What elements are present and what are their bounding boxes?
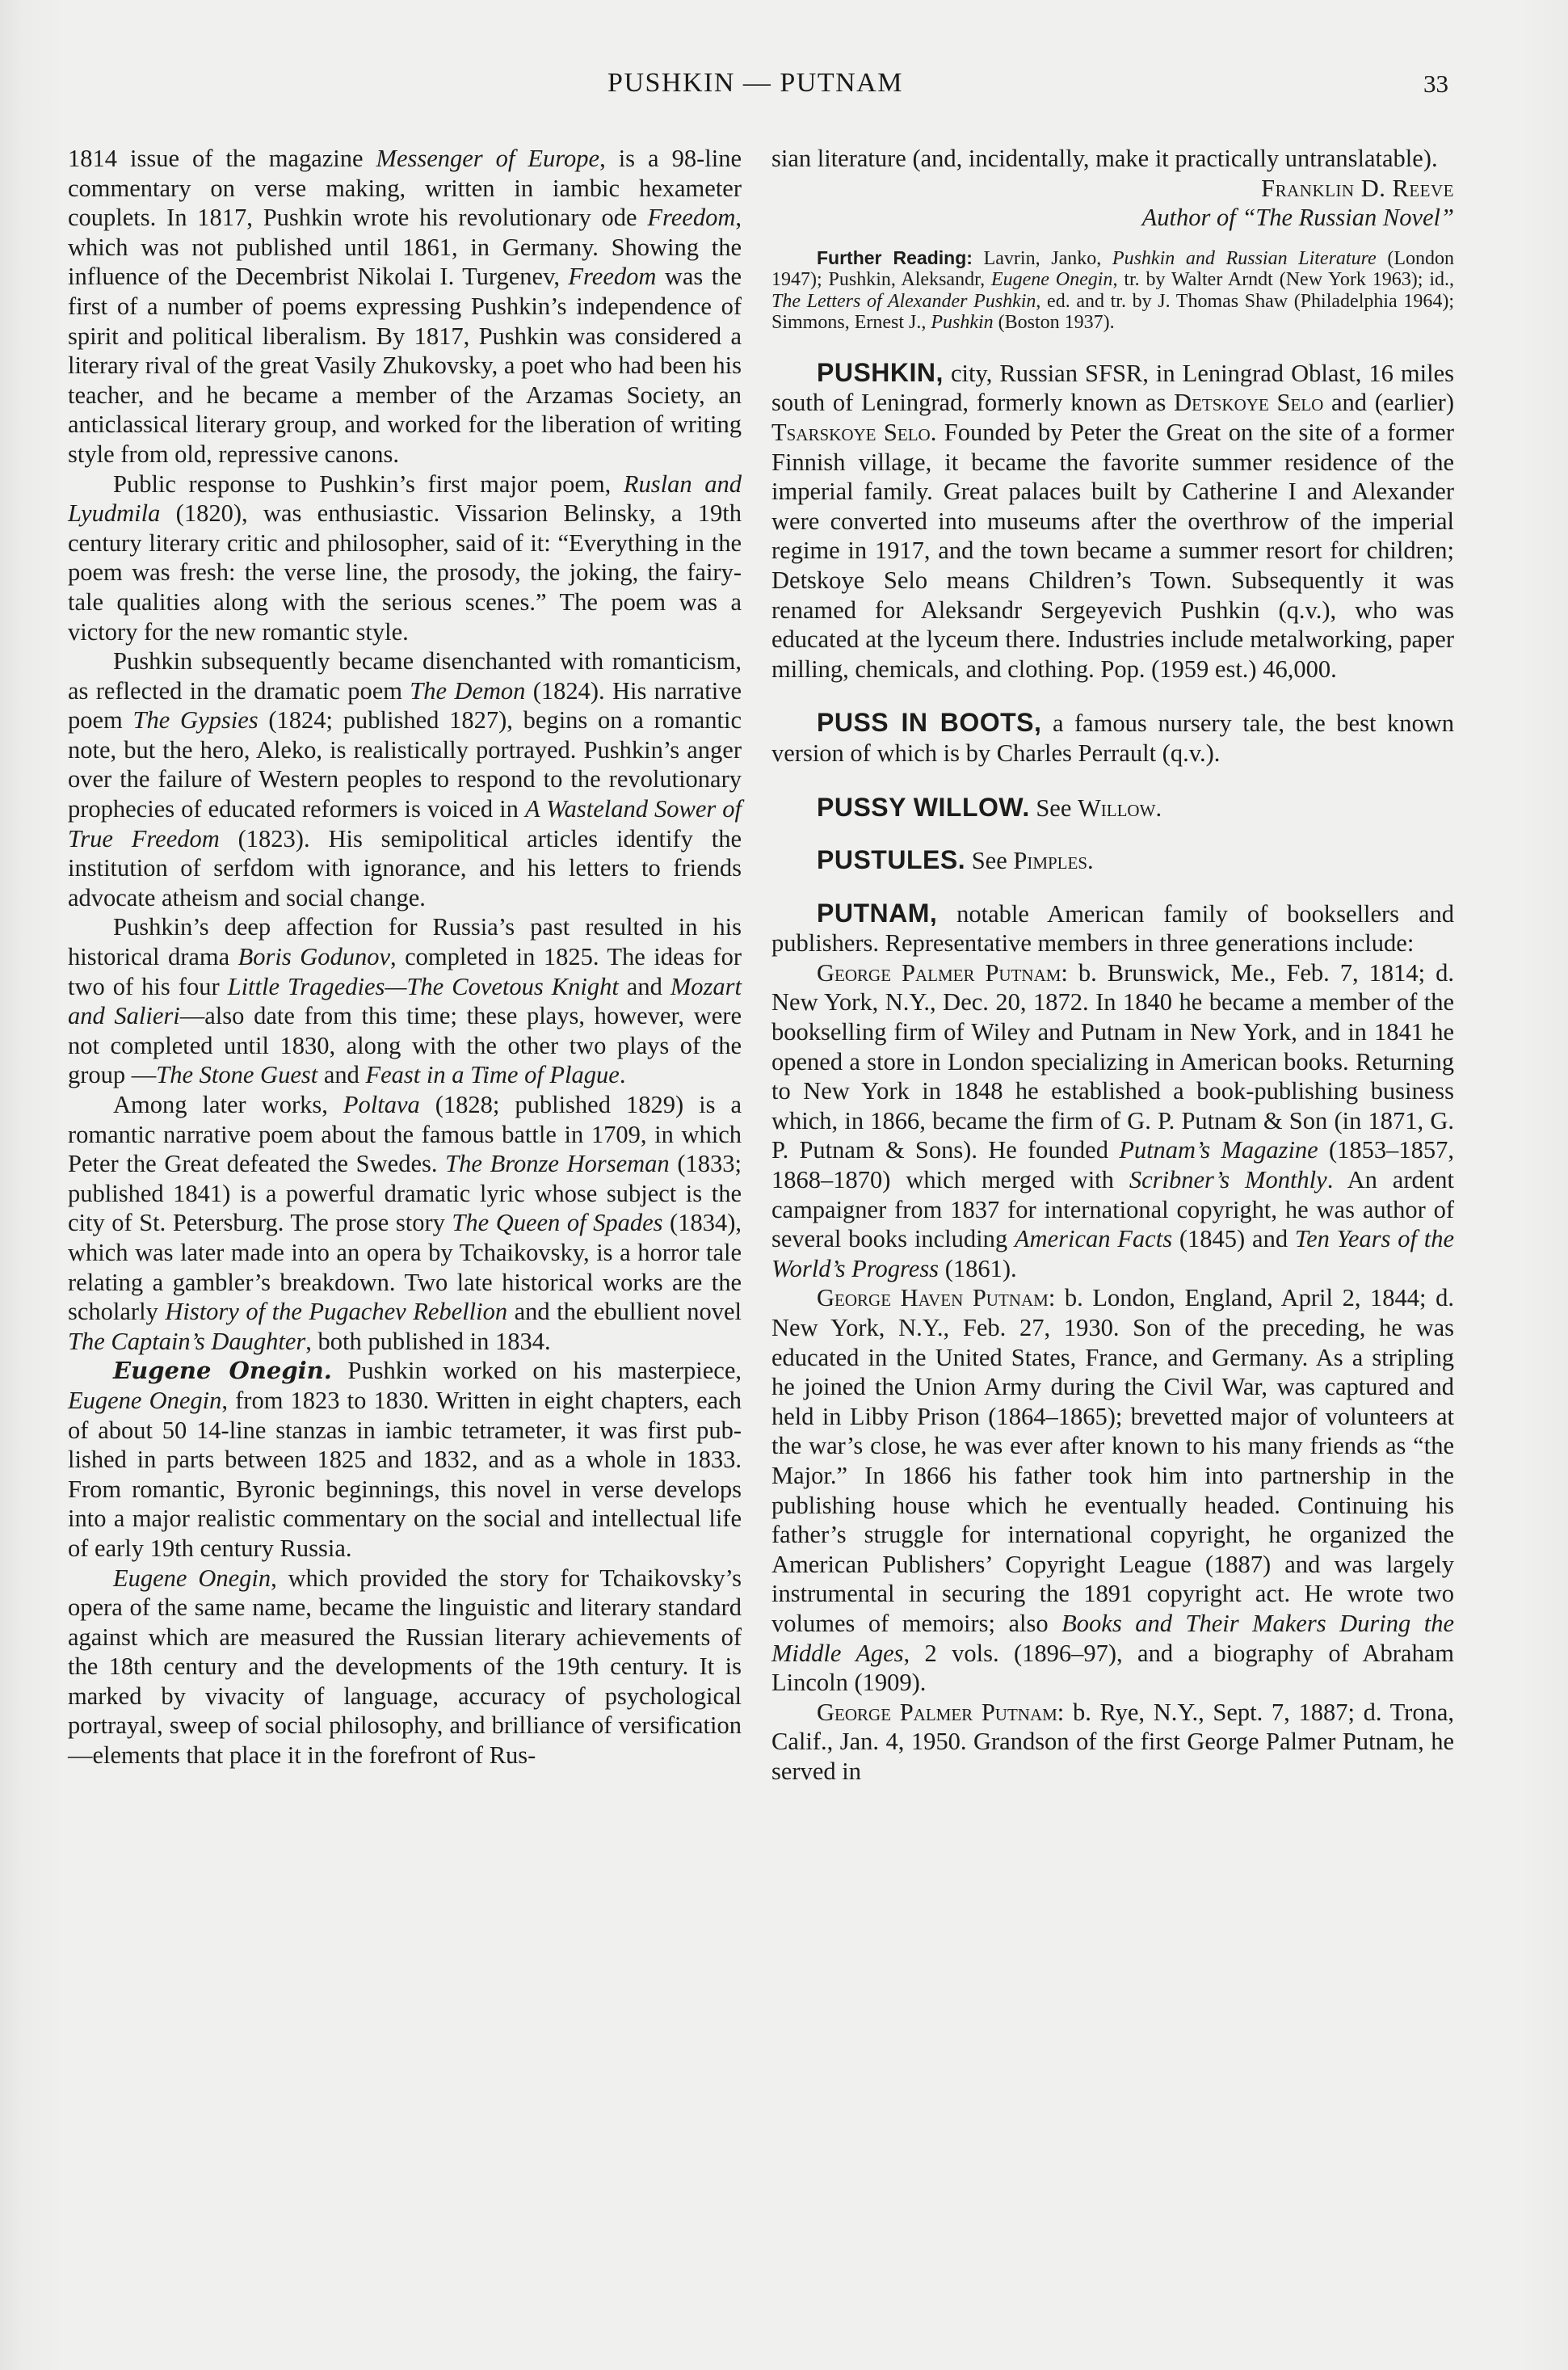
italic-title: The Queen of Spades <box>452 1209 663 1237</box>
cross-reference[interactable]: See Pimples. <box>965 847 1094 875</box>
section-eugene-onegin: Eugene Onegin. Pushkin worked on his masterpiece, Eugene Onegin, from 1823 to 1830. Written in eight chapters, each of about 50 14-line stanzas in iambic tetrameter, it was first published in parts between 1825 and 1832, and as a whole in 1833. From romantic, Byronic beginnings, this novel in verse develops into a major realistic commentary on the social and intellectual life of early 19th century Russia. <box>68 1357 742 1562</box>
member-bio: : b. Brunswick, Me., Feb. 7, 1814; d. New York, N.Y., Dec. 20, 1872. In 1840 he became a member of the bookselling firm of Wiley and Putnam in New York, and in 1841 he opened a store in London specializing in American books. Returning to New York in 1848 he established a book-publishing business which, in 1866, became the firm of G. P. Putnam & Son (in 1871, G. P. Putnam & Sons). He founded Putnam’s Magazine (1853–1857, 1868–1870) which merged with Scribner’s Monthly. An ardent campaigner from 1837 for international copyright, he was author of several books including American Facts (1845) and Ten Years of the World’s Progress (1861). <box>771 958 1455 1282</box>
italic-title: Little Tragedies—The Covetous Knight <box>227 972 619 1000</box>
cross-reference[interactable]: See Willow. <box>1029 794 1162 822</box>
italic-title: Pushkin and Russian Literature <box>1112 247 1377 269</box>
italic-title: The Letters of Alexander Pushkin <box>771 290 1036 312</box>
italic-title: The Bronze Horseman <box>445 1150 670 1178</box>
italic-title: Ruslan and Lyudmila <box>68 469 742 528</box>
entry-headword: PUSHKIN, <box>817 357 944 387</box>
italic-title: Scribner’s Monthly <box>1129 1166 1327 1194</box>
entry-body: notable American family of booksellers and publishers. Representative members in three generations include: <box>771 899 1454 958</box>
further-reading <box>771 247 1454 334</box>
small-caps-name: Pimples <box>1013 847 1088 875</box>
italic-title: Eugene Onegin <box>990 269 1113 291</box>
author-signature <box>771 174 1454 233</box>
italic-title: Pushkin <box>931 312 994 334</box>
italic-title: The Demon <box>410 676 526 705</box>
italic-title: American Facts <box>1014 1225 1173 1253</box>
article-continuation: sian literature (and, incidentally, make it practically untranslatable). <box>771 145 1438 172</box>
italic-title: Messenger of Europe <box>376 145 600 172</box>
author-name: Franklin D. Reeve <box>1261 174 1454 202</box>
article-paragraph: Public response to Pushkin’s first major poem, Ruslan and Lyudmila (1820), was enthusiastic. Vissarion Belinsky, a 19th century literary critic and philosopher, said of it: “Everything in the poem was fresh: the verse line, the prosody, the joking, the fairy-tale qualities along with the serious scenes.” The poem was a victory for the new romantic style. <box>68 469 742 646</box>
article-paragraph: 1814 issue of the magazine Messenger of Europe, is a 98-line commentary on verse making, written in iambic hexameter couplets. In 1817, Pushkin wrote his revolutionary ode Freedom, which was not published until 1861, in Germany. Showing the influence of the Decembrist Nikolai I. Turgenev, Freedom was the first of a number of poems expressing Pushkin’s independence of spirit and political liberalism. By 1817, Pushkin was considered a literary rival of the great Vasily Zhukovsky, a poet who had been his teacher, and he became a member of the Arzamas Society, an anticlassical literary group, and worked for the liberation of writing style from old, repressive canons. <box>68 145 742 468</box>
italic-title: Boris Godunov <box>238 943 391 971</box>
left-column <box>68 144 742 1770</box>
italic-title: Feast in a Time of Plague <box>365 1061 620 1089</box>
article-paragraph: Pushkin subsequently became disenchanted with romanticism, as reflected in the dramatic poem The Demon (1824). His narrative poem The Gypsies (1824; published 1827), begins on a romantic note, but the hero, Aleko, is realistically portrayed. Pushkin’s anger over the failure of Western peoples to respond to the revolutionary prophecies of educated reformers is voiced in A Wasteland Sower of True Freedom (1823). His semipolitical articles identify the institution of serfdom with ignorance, and his letters to friends advocate atheism and social change. <box>68 647 742 911</box>
right-column <box>771 144 1454 1787</box>
section-subhead: Eugene Onegin. <box>113 1357 332 1385</box>
italic-title: Eugene Onegin <box>68 1386 222 1414</box>
family-member-george-palmer-putnam-2 <box>771 1698 1454 1787</box>
further-reading-label: Further Reading: <box>817 246 973 268</box>
italic-title: Books and Their Makers During the Middle Ages <box>771 1609 1454 1667</box>
article-paragraph: Eugene Onegin, which provided the story for Tchaikovsky’s opera of the same name, became the linguistic and literary standard against which are measured the Russian literary achievements of the 18th century and the developments of the 19th century. It is marked by vivacity of language, accuracy of psychological portrayal, sweep of social philosophy, and brilliance of versification —elements that place it in the forefront of Rus- <box>68 1564 742 1770</box>
member-bio: : b. Rye, N.Y., Sept. 7, 1887; d. Trona, Calif., Jan. 4, 1950. Grandson of the first George Palmer Putnam, he served in <box>771 1698 1454 1785</box>
running-head: PUSHKIN — PUTNAM <box>607 68 903 98</box>
article-paragraph: Among later works, Poltava (1828; published 1829) is a romantic narrative poem about the famous battle in 1709, in which Peter the Great defeated the Swedes. The Bronze Horseman (1833; published 1841) is a powerful dramatic lyric whose subject is the city of St. Petersburg. The prose story The Queen of Spades (1834), which was later made into an opera by Tchaikovsky, is a horror tale relating a gambler’s breakdown. Two late historical works are the scholarly History of the Pugachev Rebellion and the ebullient novel The Captain’s Daughter, both published in 1834. <box>68 1091 742 1355</box>
entry-pustules <box>771 845 1454 876</box>
italic-title: Ten Years of the World’s Progress <box>771 1225 1454 1282</box>
italic-title: Freedom <box>647 204 736 232</box>
italic-title: The Gypsies <box>132 706 259 735</box>
article-paragraph: Pushkin’s deep affection for Russia’s past resulted in his historical drama Boris Godunov, completed in 1825. The ideas for two of his four Little Tragedies—The Covetous Knight and Mozart and Salieri—also date from this time; these plays, however, were not completed until 1830, along with the other two plays of the group —The Stone Guest and Feast in a Time of Plague. <box>68 913 742 1089</box>
entry-puss-in-boots <box>771 708 1454 768</box>
entry-headword: PUSTULES. <box>817 845 966 875</box>
entry-headword: PUSSY WILLOW. <box>817 792 1030 822</box>
page-number: 33 <box>1423 69 1448 98</box>
entry-headword: PUSS IN BOOTS, <box>817 708 1042 738</box>
entry-pushkin-city <box>771 358 1454 684</box>
italic-title: A Wasteland Sower of True Freedom <box>68 795 742 852</box>
member-name: George Haven Putnam <box>817 1284 1049 1312</box>
small-caps-name: Detskoye Selo <box>1174 389 1324 417</box>
entry-putnam <box>771 899 1454 958</box>
member-name: George Palmer Putnam <box>817 958 1061 987</box>
entry-headword: PUTNAM, <box>817 898 938 928</box>
small-caps-name: Willow <box>1078 794 1156 822</box>
family-member-george-haven-putnam <box>771 1283 1454 1697</box>
italic-title: Freedom <box>568 263 657 291</box>
family-member-george-palmer-putnam-1 <box>771 958 1454 1284</box>
italic-title: History of the Pugachev Rebellion <box>165 1298 508 1326</box>
author-credential: Author of “The Russian Novel” <box>1141 204 1454 232</box>
entry-pussy-willow <box>771 793 1454 823</box>
italic-title: Poltava <box>343 1091 420 1118</box>
italic-title: Eugene Onegin <box>113 1564 271 1592</box>
italic-title: Mozart and Salieri <box>68 972 742 1030</box>
italic-title: The Captain’s Daughter <box>68 1327 306 1355</box>
italic-title: Putnam’s Magazine <box>1119 1136 1318 1164</box>
member-bio: : b. London, England, April 2, 1844; d. New York, N.Y., Feb. 27, 1930. Son of the preceding, he was educated in the United States, France, and Germany. As a stripling he joined the Union Army during the Civil War, was captured and held in Libby Prison (1864–1865); brevetted major of volunteers at the war’s close, he was ever after known to his many friends as “the Major.” In 1866 his father took him into partnership in the publishing house which he eventually headed. Continuing his father’s struggle for international copyright, he organized the American Publishers’ Copyright League (1887) and was largely instrumental in securing the 1891 copyright act. He wrote two volumes of memoirs; also Books and Their Makers During the Middle Ages, 2 vols. (1896–97), and a biography of Abraham Lincoln (1909). <box>771 1284 1454 1697</box>
small-caps-name: Tsarskoye Selo <box>771 418 931 446</box>
entry-body: a famous nursery tale, the best known version of which is by Charles Perrault (q.v.). <box>771 709 1454 767</box>
member-name: George Palmer Putnam <box>817 1698 1057 1726</box>
italic-title: The Stone Guest <box>156 1061 318 1089</box>
entry-body: city, Russian SFSR, in Leningrad Oblast, 16 miles south of Leningrad, formerly known as Detskoye Selo and (earlier) Tsarskoye Selo. Founded by Peter the Great on the site of a former Finnish village, it became the favorite summer residence of the imperial family. Great palaces built by Catherine I and Alexander were converted into museums after the overthrow of the imperial regime in 1917, and the town became a summer resort for children; Detskoye Selo means Children’s Town. Subsequently it was renamed for Aleksandr Sergeyevich Pushkin (q.v.), who was educated at the lyceum there. Industries include metalworking, paper milling, chemicals, and clothing. Pop. (1959 est.) 46,000. <box>771 359 1454 683</box>
further-reading-text: Lavrin, Janko, Pushkin and Russian Literature (London 1947); Pushkin, Aleksandr, Eugene Onegin, tr. by Walter Arndt (New York 1963); id., The Letters of Alexander Pushkin, ed. and tr. by J. Thomas Shaw (Philadelphia 1964); Simmons, Ernest J., Pushkin (Boston 1937). <box>771 247 1455 334</box>
